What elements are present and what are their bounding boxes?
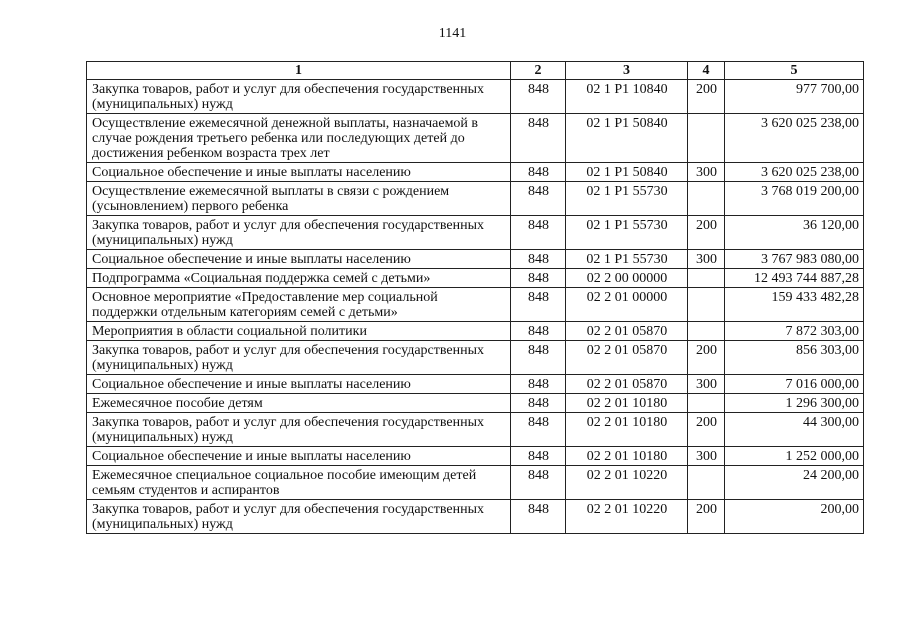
row-amount-cell: 3 620 025 238,00: [725, 114, 864, 163]
row-expense-type-cell: [688, 182, 725, 216]
row-target-code-cell: 02 1 P1 55730: [566, 216, 688, 250]
row-target-code-cell: 02 2 01 10220: [566, 466, 688, 500]
row-target-code-cell: 02 2 01 10180: [566, 447, 688, 466]
table-row: [87, 114, 864, 163]
row-ved-code-cell: 848: [511, 466, 566, 500]
row-name-cell: Закупка товаров, работ и услуг для обеспечения государственных (муниципальных) нужд: [87, 500, 511, 534]
row-name-cell: Ежемесячное специальное социальное пособие имеющим детей семьям студентов и аспирантов: [87, 466, 511, 500]
row-expense-type-cell: [688, 288, 725, 322]
row-amount-cell: 3 620 025 238,00: [725, 163, 864, 182]
row-ved-code-cell: 848: [511, 341, 566, 375]
row-ved-code-cell: 848: [511, 413, 566, 447]
table-row: [87, 500, 864, 534]
row-amount-cell: 7 872 303,00: [725, 322, 864, 341]
row-amount-cell: 3 768 019 200,00: [725, 182, 864, 216]
row-target-code-cell: 02 2 01 05870: [566, 375, 688, 394]
row-expense-type-cell: 200: [688, 341, 725, 375]
column-header-3: 3: [566, 62, 688, 80]
page-number: 1141: [438, 26, 467, 41]
row-expense-type-cell: [688, 466, 725, 500]
row-amount-cell: 3 767 983 080,00: [725, 250, 864, 269]
table-row: [87, 288, 864, 322]
row-target-code-cell: 02 2 01 00000: [566, 288, 688, 322]
row-target-code-cell: 02 1 P1 50840: [566, 114, 688, 163]
table-row: [87, 413, 864, 447]
row-expense-type-cell: 200: [688, 80, 725, 114]
row-amount-cell: 44 300,00: [725, 413, 864, 447]
row-ved-code-cell: 848: [511, 80, 566, 114]
row-expense-type-cell: 200: [688, 413, 725, 447]
row-target-code-cell: 02 1 P1 55730: [566, 182, 688, 216]
row-ved-code-cell: 848: [511, 288, 566, 322]
row-name-cell: Мероприятия в области социальной политики: [87, 322, 511, 341]
row-expense-type-cell: 300: [688, 375, 725, 394]
row-amount-cell: 36 120,00: [725, 216, 864, 250]
table-row: [87, 163, 864, 182]
row-expense-type-cell: 200: [688, 500, 725, 534]
row-name-cell: Закупка товаров, работ и услуг для обеспечения государственных (муниципальных) нужд: [87, 216, 511, 250]
row-target-code-cell: 02 2 01 10220: [566, 500, 688, 534]
row-target-code-cell: 02 1 P1 10840: [566, 80, 688, 114]
row-name-cell: Ежемесячное пособие детям: [87, 394, 511, 413]
row-ved-code-cell: 848: [511, 216, 566, 250]
row-expense-type-cell: 200: [688, 216, 725, 250]
row-amount-cell: 24 200,00: [725, 466, 864, 500]
table-row: [87, 341, 864, 375]
row-target-code-cell: 02 2 01 10180: [566, 413, 688, 447]
row-ved-code-cell: 848: [511, 114, 566, 163]
row-ved-code-cell: 848: [511, 394, 566, 413]
table-header-row: [87, 62, 864, 80]
row-ved-code-cell: 848: [511, 500, 566, 534]
row-ved-code-cell: 848: [511, 163, 566, 182]
row-name-cell: Основное мероприятие «Предоставление мер социальной поддержки отдельным категориям семей с детьми»: [87, 288, 511, 322]
row-amount-cell: 977 700,00: [725, 80, 864, 114]
row-amount-cell: 200,00: [725, 500, 864, 534]
table-row: [87, 182, 864, 216]
row-amount-cell: 7 016 000,00: [725, 375, 864, 394]
row-ved-code-cell: 848: [511, 375, 566, 394]
table-row: [87, 250, 864, 269]
row-name-cell: Социальное обеспечение и иные выплаты населению: [87, 447, 511, 466]
table-row: [87, 322, 864, 341]
budget-table: [86, 61, 864, 534]
row-name-cell: Закупка товаров, работ и услуг для обеспечения государственных (муниципальных) нужд: [87, 413, 511, 447]
table-row: [87, 216, 864, 250]
table-row: [87, 447, 864, 466]
row-amount-cell: 12 493 744 887,28: [725, 269, 864, 288]
column-header-5: 5: [725, 62, 864, 80]
row-ved-code-cell: 848: [511, 269, 566, 288]
row-expense-type-cell: [688, 114, 725, 163]
row-name-cell: Социальное обеспечение и иные выплаты населению: [87, 375, 511, 394]
row-expense-type-cell: 300: [688, 163, 725, 182]
row-ved-code-cell: 848: [511, 322, 566, 341]
table-row: [87, 269, 864, 288]
row-name-cell: Осуществление ежемесячной выплаты в связи с рождением (усыновлением) первого ребенка: [87, 182, 511, 216]
table-row: [87, 80, 864, 114]
row-name-cell: Социальное обеспечение и иные выплаты населению: [87, 163, 511, 182]
row-expense-type-cell: 300: [688, 447, 725, 466]
row-target-code-cell: 02 2 01 05870: [566, 322, 688, 341]
table-body: [87, 80, 864, 534]
row-name-cell: Подпрограмма «Социальная поддержка семей с детьми»: [87, 269, 511, 288]
column-header-1: 1: [87, 62, 511, 80]
row-ved-code-cell: 848: [511, 182, 566, 216]
row-amount-cell: 159 433 482,28: [725, 288, 864, 322]
row-target-code-cell: 02 2 00 00000: [566, 269, 688, 288]
row-expense-type-cell: [688, 322, 725, 341]
row-target-code-cell: 02 1 P1 55730: [566, 250, 688, 269]
row-name-cell: Социальное обеспечение и иные выплаты населению: [87, 250, 511, 269]
row-ved-code-cell: 848: [511, 447, 566, 466]
table-row: [87, 394, 864, 413]
row-expense-type-cell: 300: [688, 250, 725, 269]
row-expense-type-cell: [688, 269, 725, 288]
row-name-cell: Закупка товаров, работ и услуг для обеспечения государственных (муниципальных) нужд: [87, 80, 511, 114]
row-name-cell: Закупка товаров, работ и услуг для обеспечения государственных (муниципальных) нужд: [87, 341, 511, 375]
row-amount-cell: 1 296 300,00: [725, 394, 864, 413]
column-header-4: 4: [688, 62, 725, 80]
row-target-code-cell: 02 1 P1 50840: [566, 163, 688, 182]
row-expense-type-cell: [688, 394, 725, 413]
table-row: [87, 466, 864, 500]
row-target-code-cell: 02 2 01 10180: [566, 394, 688, 413]
row-amount-cell: 856 303,00: [725, 341, 864, 375]
column-header-2: 2: [511, 62, 566, 80]
row-target-code-cell: 02 2 01 05870: [566, 341, 688, 375]
row-ved-code-cell: 848: [511, 250, 566, 269]
table-row: [87, 375, 864, 394]
row-name-cell: Осуществление ежемесячной денежной выплаты, назначаемой в случае рождения третьего ребенка или последующих детей до достижения ребенком возраста трех лет: [87, 114, 511, 163]
row-amount-cell: 1 252 000,00: [725, 447, 864, 466]
